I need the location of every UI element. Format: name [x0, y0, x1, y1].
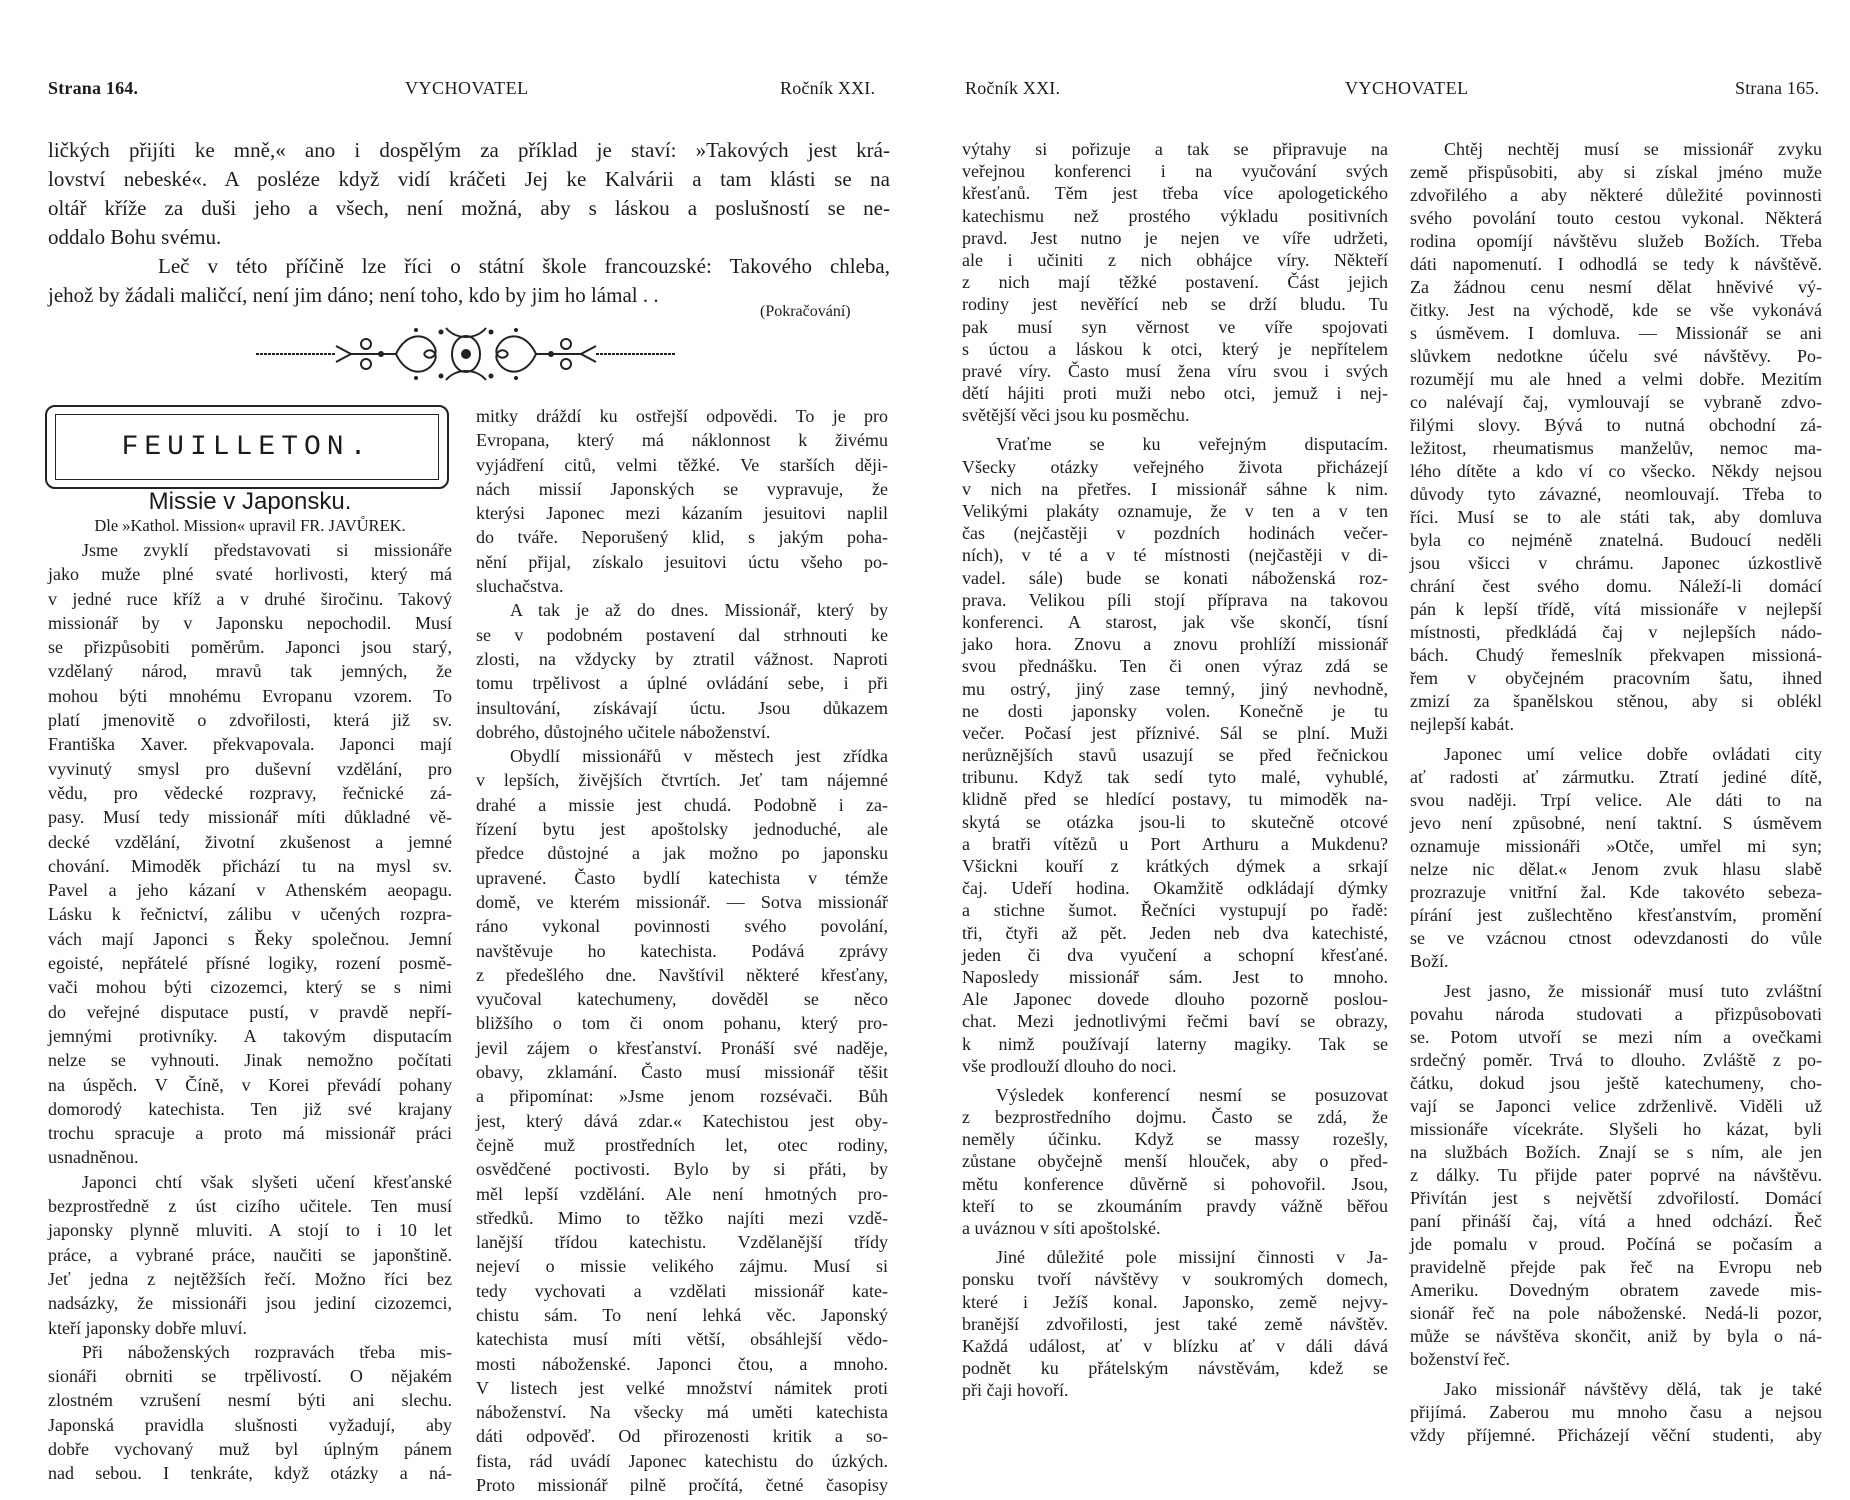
- text-line: kteří japonsky dobře mluví.: [48, 1317, 247, 1338]
- left-page-column-1: [48, 538, 452, 1486]
- text-line: se. Potom utvoří se mezi ním a ovečkami: [1410, 1027, 1822, 1047]
- page-number-right: Strana 165.: [1735, 78, 1820, 98]
- text-line: čaj. Udeří hodina. Okamžitě odkládají dýmky: [962, 878, 1388, 899]
- text-line: lanější třídou katechistu. Vzdělanější třídy: [476, 1232, 888, 1253]
- text-line: Jiné důležité pole missijní činnosti v Ja-: [996, 1247, 1388, 1268]
- text-line: vyučoval katechumeny, dověděl se něco: [476, 989, 888, 1010]
- text-line: pírání jest zušlechtěno křesťanstvím, promění: [1410, 905, 1822, 925]
- text-line: navštěvuje ho katechista. Podává zprávy: [476, 940, 888, 961]
- text-line: kteří to se zkoumáním pravdy vážně běřou: [962, 1195, 1388, 1216]
- text-line: chrání čest svého domu. Náleží-li domácí: [1410, 576, 1822, 596]
- text-line: Jako missionář návštěvy dělá, tak je také: [1444, 1379, 1822, 1399]
- text-line: Při náboženských rozpravách třeba mis-: [82, 1341, 452, 1362]
- text-line: Pavel a jeho kázaní v Athenském aeopagu.: [48, 880, 452, 901]
- text-line: v nich na přetřes. I missionář sáhne k nim.: [962, 478, 1388, 499]
- text-line: tedy vychovati a vzdělati missionář kate-: [476, 1280, 888, 1301]
- text-line: chování. Mimoděk přichází tu na mysl sv.: [48, 855, 452, 876]
- text-line: nách missií Japonských se vypravuje, že: [476, 478, 888, 499]
- text-line: bách. Chudý řemeslník překvapen missioná-: [1410, 645, 1822, 665]
- text-line: s úsměvem. I domluva. — Missionář se ani: [1410, 323, 1822, 343]
- text-line: z nich mají těžké postavení. Část jejich: [962, 272, 1388, 293]
- text-line: katechismu než prostého výkladu positivních: [962, 205, 1388, 226]
- continued-note: (Pokračování): [760, 303, 851, 320]
- paragraph: [1410, 743, 1822, 973]
- text-line: vědu, pro vědecké rozpravy, řečnické zá-: [48, 782, 452, 803]
- text-line: čejně muž prostředních let, otec rodiny,: [476, 1134, 888, 1155]
- text-line: klidně před se hledící postavy, tu mimoděk na-: [962, 789, 1388, 810]
- text-line: chat. Mezi jednotlivými řečmi baví se obrazy,: [962, 1011, 1388, 1032]
- text-line: nelze nic dělat.« Jenom zvuk hlasu slabě: [1410, 859, 1822, 879]
- text-line: neměly účinku. Když se massy rozešly,: [962, 1129, 1388, 1150]
- paragraph: [476, 744, 888, 1497]
- text-line: mosti náboženské. Japonci čtou, a mnoho.: [476, 1353, 888, 1374]
- text-line: ráno vykonal povinnosti svého povolání,: [476, 916, 888, 937]
- text-line: práce, a vybrané práce, naučiti se japonštině.: [48, 1244, 452, 1265]
- text-line: kterýsi Japonec mezi kázaním jesuitovi naplil: [476, 503, 888, 524]
- text-line: v jedné ruce kříž a v druhé širočinu. Takový: [48, 588, 452, 609]
- text-line: paní přináší čaj, vítá a hned odchází. Řeč: [1410, 1211, 1822, 1231]
- text-line: upravené. Často bydlí katechista v témže: [476, 867, 888, 888]
- text-line: důvody tyto závazné, neomlouvají. Třeba to: [1410, 484, 1822, 504]
- text-line: ale i učiniti z nich obhájce víry. Někteří: [962, 249, 1388, 270]
- text-line: vách mají Japonci s Řeky společnou. Jemní: [48, 928, 452, 949]
- text-line: prozrazuje vnitřní žal. Kde takovéto sebeza-: [1410, 882, 1822, 902]
- text-line: a uváznou v síti apoštolské.: [962, 1218, 1161, 1238]
- text-line: z bezprostředního dojmu. Často se zdá, že: [962, 1107, 1388, 1128]
- text-line: středků. Mimo to těžko najíti mezi vzdě-: [476, 1207, 888, 1228]
- text-line: Františka Xaver. překvapovala. Japonci mají: [48, 734, 452, 755]
- text-line: oltář kříže za duši jeho a všech, není možná, aby s láskou a poslušností se ne-: [48, 196, 890, 220]
- paragraph: [962, 138, 1388, 426]
- text-line: srdečný poměr. Trvá to dlouho. Zvláště z po-: [1410, 1050, 1822, 1070]
- text-line: čitky. Jest na východě, kde se vše vykonává: [1410, 300, 1822, 320]
- text-line: při čaji hovoří.: [962, 1380, 1069, 1401]
- text-line: vyjádření citů, velmi těžké. Ve starších ději-: [476, 454, 888, 475]
- text-line: čátku, dokud jsou ještě katechumeny, cho-: [1410, 1073, 1822, 1093]
- text-line: nejlepší kabát.: [1410, 714, 1514, 734]
- text-line: k nimž používají laterny magiky. Tak se: [962, 1033, 1388, 1054]
- text-line: drahé a missie jest chudá. Podobně i za-: [476, 794, 888, 815]
- text-line: nad sebou. I tenkráte, když otázky a ná-: [48, 1463, 452, 1484]
- text-line: oddalo Bohu svému.: [48, 225, 222, 249]
- text-line: bližšího o tom či onom pohanu, který pro-: [476, 1013, 888, 1034]
- text-line: světější věci jsou ku posměchu.: [962, 405, 1190, 426]
- text-line: nadsázky, že missionáři jsou jediní cizozemci,: [48, 1293, 452, 1314]
- text-line: večer. Počasí jest příznivé. Sál se plní. Muži: [962, 722, 1388, 743]
- magazine-title-left: VYCHOVATEL: [405, 78, 529, 98]
- text-line: jemnými protivníky. A takovým disputacím: [48, 1025, 452, 1046]
- right-page-column-2: [1410, 138, 1822, 1447]
- text-line: Všecky otázky veřejného života přicházejí: [962, 456, 1388, 477]
- text-line: A tak je až do dnes. Missionář, který by: [510, 600, 888, 621]
- text-line: Za žádnou cenu nesmí dělat hněvivé vý-: [1410, 277, 1822, 297]
- left-page-column-2: [476, 404, 888, 1497]
- text-line: jde pomalu v proud. Počíná se počasím a: [1410, 1234, 1822, 1254]
- article-title: Missie v Japonsku.: [148, 488, 352, 515]
- text-line: jeden či dva vyučení a schopní křesťané.: [962, 944, 1388, 965]
- text-line: domě, ve kterém missionář. — Sotva missionář: [476, 891, 888, 912]
- text-line: domorodý katechista. Ten již své krajany: [48, 1098, 452, 1119]
- text-line: vají se Japonci velice zdrženlivě. Viděli už: [1410, 1096, 1822, 1116]
- magazine-title-right: VYCHOVATEL: [1345, 78, 1469, 98]
- text-line: jevil zájem o křesťanství. Pronáší své naděje,: [476, 1037, 888, 1058]
- page-number-left: Strana 164.: [48, 78, 139, 98]
- text-line: z dálky. Tu přijde pater poprvé na návštěvu.: [1410, 1165, 1822, 1185]
- text-line: rodina opomíjí návštěvu služeb Božích. Třeba: [1410, 231, 1822, 251]
- text-line: Všickni kouří z krátkých dýmek a srkají: [962, 856, 1388, 876]
- text-line: mu ostrý, jiný zase temný, jiný nevhodně,: [962, 678, 1388, 699]
- text-line: lého dítěte a kdo ví co všecko. Někdy nejsou: [1410, 461, 1822, 481]
- text-line: dáti napomenutí. I odhodlá se tedy k návštěvě.: [1410, 254, 1822, 274]
- text-line: říci. Musí se to ale státi tak, aby domluva: [1410, 507, 1822, 527]
- paragraph: [962, 1246, 1388, 1401]
- text-line: řem v obyčejném pracovním šatu, ihned: [1410, 668, 1822, 688]
- text-line: Ameriku. Dovedným obratem zavede mis-: [1410, 1280, 1822, 1300]
- text-line: na službách Božích. Znají se s ním, ale jen: [1410, 1142, 1822, 1162]
- text-line: nelze se vyhnouti. Jinak nemožno počítati: [48, 1050, 452, 1071]
- text-line: Chtěj nechtěj musí se missionář zvyku: [1444, 139, 1822, 159]
- text-line: boženství řeč.: [1410, 1349, 1510, 1369]
- previous-article-ending: [48, 136, 890, 310]
- text-line: Každá událost, ať v blízku ať v dáli dává: [962, 1335, 1388, 1356]
- text-line: Velikými plakáty oznamuje, že v ten a v ten: [962, 501, 1388, 521]
- text-line: pravé víry. Často musí žena víru svou i svých: [962, 360, 1388, 381]
- text-line: výtahy si pořizuje a tak se připravuje na: [962, 139, 1388, 159]
- article-byline: Dle »Kathol. Mission« upravil FR. JAVŮREK.: [94, 516, 406, 535]
- text-line: usnadněnou.: [48, 1147, 139, 1168]
- text-line: svého povolání touto cestou vykonal. Některá: [1410, 208, 1822, 228]
- text-line: missionáře vícekráte. Slyšeli ho kázat, byli: [1410, 1119, 1822, 1139]
- text-line: podnět ku přátelským návstěvám, kdež se: [962, 1358, 1388, 1379]
- text-line: Japonská pravidla slušnosti vyžadují, aby: [48, 1414, 452, 1435]
- text-line: Jeť jedna z nejtěžších řečí. Možno říci bez: [48, 1268, 452, 1289]
- text-line: decké vzdělání, životní zkušenost a jemné: [48, 831, 452, 852]
- paragraph: [48, 538, 452, 1170]
- text-line: s úctou a láskou k otci, který je nepřítelem: [962, 338, 1388, 359]
- text-line: Obydlí missionářů v městech jest zřídka: [510, 746, 888, 767]
- text-line: vyvinutý smysl pro duševní vzdělání, pro: [48, 758, 452, 779]
- paragraph: [1410, 138, 1822, 736]
- feuilleton-label: FEUILLETON.: [55, 414, 439, 480]
- text-line: mětu konference důvěrně si pohovořil. Jsou,: [962, 1173, 1388, 1194]
- text-line: dobře vychovaný muž byl úplným pánem: [48, 1438, 452, 1459]
- text-line: Výsledek konferencí nesmí se posuzovat: [996, 1084, 1388, 1105]
- text-line: svou naději. Trpí velice. Ale dáti to na: [1410, 790, 1822, 810]
- text-line: vači mohou býti cizozemci, který se s nimi: [48, 977, 452, 998]
- text-line: rozumějí mu ale hned a velmi dobře. Mezitím: [1410, 369, 1822, 389]
- text-line: vše prodlouží dlouho do noci.: [962, 1055, 1177, 1076]
- text-line: Leč v této příčině lze říci o státní škole francouzské: Takového chleba,: [158, 254, 890, 278]
- text-line: řilými slovy. Bývá to nutná obchodní zá-: [1410, 415, 1822, 435]
- text-line: katechista musí míti větší, obsáhlejší vědo-: [476, 1329, 888, 1350]
- text-line: fista, rád uvádí Japonec katechistu do úzkých.: [476, 1450, 888, 1471]
- text-line: v lepších, živějších čtvrtích. Jeť tam nájemné: [476, 770, 888, 791]
- text-line: oznamuje missionáři »Otče, umřel mi syn;: [1410, 836, 1822, 856]
- text-line: V listech jest velké množství námitek proti: [476, 1377, 888, 1398]
- text-line: jako hora. Znovu a znovu prohlíží missionář: [962, 634, 1388, 655]
- text-line: ních), v té a v té místnosti (nejčastěji v di-: [962, 545, 1388, 566]
- text-line: řízení bytu jest apoštolsky jednoduché, ale: [476, 819, 888, 840]
- text-line: obavy, zklamání. Často musí missionář těšit: [476, 1062, 888, 1083]
- text-line: vzdělaný národ, mravů tak jemných, že: [48, 661, 452, 682]
- text-line: Naposledy missionář sám. Jest to mnoho.: [962, 966, 1388, 987]
- text-line: dáti odpověď. Od přirozenosti kritik a so-: [476, 1426, 888, 1447]
- text-line: insultování, získávají úctu. Jsou důkazem: [476, 697, 888, 718]
- text-line: prava. Velikou píli stojí příprava na takovou: [962, 589, 1388, 610]
- right-page-column-1: [962, 138, 1388, 1402]
- text-line: vadel. sále) bude se konati náboženská roz-: [962, 567, 1388, 588]
- text-line: pravidelně přejde pak řeč na Evropu neb: [1410, 1257, 1822, 1277]
- text-line: a bratři vítězů u Port Arthuru a Mukdenu?: [962, 833, 1388, 854]
- paragraph: [48, 1170, 452, 1340]
- text-line: chistu sám. To není lehká věc. Japonský: [476, 1304, 888, 1325]
- text-line: pak musí syn věrnost ve víře spojovati: [962, 316, 1388, 337]
- text-line: Jest jasno, že missionář musí tuto zvláštní: [1444, 981, 1822, 1001]
- paragraph: [1410, 1378, 1822, 1447]
- text-line: dětí hájiti proti muži nebo otci, jemuž i nej-: [962, 383, 1388, 404]
- text-line: nerůznějších stavů usazují se před řečnickou: [962, 745, 1388, 766]
- paragraph: [476, 598, 888, 744]
- ornament-divider-icon: [256, 322, 676, 386]
- text-line: měl lepší vzdělání. Ale není hmotných pro-: [476, 1183, 888, 1204]
- paragraph: [476, 404, 888, 598]
- text-line: osvědčené poctivosti. Bylo by si přáti, by: [476, 1159, 888, 1180]
- text-line: bezprostředně z úst cizího učitele. Ten musí: [48, 1196, 452, 1217]
- text-line: země přispůsobiti, aby si získal jméno muže: [1410, 162, 1822, 182]
- text-line: ne dosti japonsky volen. Konečně je tu: [962, 700, 1388, 721]
- text-line: veřejnou konferenci i na vyučování svých: [962, 161, 1388, 182]
- text-line: co nalévají čaj, vymlouvají se vybraně zdvo-: [1410, 392, 1822, 412]
- text-line: Lásku k řečnictví, zálibu v učených rozpra-: [48, 904, 452, 925]
- paragraph: [48, 1340, 452, 1486]
- text-line: a připomínat: »Jsme jenom rozsévači. Bůh: [476, 1086, 888, 1107]
- text-line: se ve vzácnou ctnost odevzdanosti do vůle: [1410, 928, 1822, 948]
- paragraph: [48, 252, 890, 310]
- text-line: křesťanů. Těm jest třeba více apologetického: [962, 183, 1388, 204]
- text-line: lovství nebeské«. A posléze když vidí kráčeti Jej ke Kalvárii a tam klásti se na: [48, 167, 890, 191]
- text-line: Japonci chtí však slyšeti učení křesťanské: [82, 1171, 452, 1192]
- text-line: Přivítán jest s největší zdvořilostí. Domácí: [1410, 1188, 1822, 1208]
- text-line: vždy příjemné. Přicházejí věční studenti, aby: [1410, 1425, 1822, 1445]
- text-line: slůvkem nedotkne účelu své návštěvy. Po-: [1410, 346, 1822, 366]
- text-line: pravd. Jest nutno je nejen ve víře udržeti,: [962, 227, 1388, 248]
- text-line: sionář řeč na pole náboženské. Nedá-li pozor,: [1410, 1303, 1822, 1323]
- text-line: Ale Japonec dovede dlouho pozorně poslou-: [962, 989, 1388, 1010]
- text-line: zůstane obyčejně menší hlouček, aby o před-: [962, 1151, 1388, 1172]
- text-line: dobrého, důstojného učitele náboženství.: [476, 721, 771, 742]
- text-line: nění přijal, získalo jesuitovi úctu všeho po-: [476, 551, 888, 572]
- text-line: ponsku tvoří návštěvy v soukromých domech,: [962, 1269, 1388, 1290]
- text-line: skytá se otázka jsou-li to skutečně otcové: [962, 811, 1388, 832]
- text-line: rodiny jest nevěřící neb se drží bludu. Tu: [962, 294, 1388, 315]
- text-line: tomu trpělivost a úplné ovládání sebe, i při: [476, 673, 888, 694]
- text-line: jako muže plné svaté horlivosti, který má: [48, 564, 452, 585]
- text-line: jehož by žádali maličcí, není jim dáno; není toho, kdo by jim ho lámal . .: [48, 283, 659, 307]
- text-line: tribunu. Když tak sedí tyto malé, vyhublé,: [962, 767, 1388, 788]
- text-line: z předešlého dne. Navštívil některé křesťany,: [476, 964, 888, 985]
- text-line: Japonec umí velice dobře ovládati city: [1444, 744, 1822, 764]
- text-line: jevo není způsobné, není taktní. S úsměvem: [1410, 813, 1822, 833]
- text-line: Jsme zvyklí představovati si missionáře: [82, 540, 452, 560]
- text-line: do veřejné disputace pustí, v pravdě nepří-: [48, 1001, 452, 1022]
- text-line: povahu národa studovati a přizpůsobovati: [1410, 1004, 1822, 1024]
- text-line: mitky dráždí ku ostřejší odpovědi. To je pro: [476, 406, 888, 426]
- text-line: pán k lepší třídě, vítá missionáře v nejlepší: [1410, 599, 1822, 619]
- paragraph: [962, 1084, 1388, 1239]
- text-line: ličkých přijíti ke mně,« ano i dospělým za příklad je staví: »Takových jest krá-: [48, 138, 890, 162]
- feuilleton-frame: [45, 405, 449, 489]
- paragraph: [48, 136, 890, 252]
- text-line: a stichne šumot. Řečníci vystupují po řadě:: [962, 900, 1388, 921]
- text-line: zdvořilého a aby některé důležité povinnosti: [1410, 185, 1822, 205]
- text-line: ať radosti ať zármutku. Ztratí jediné dítě,: [1410, 767, 1822, 787]
- text-line: sionáři obrniti se trpělivostí. O nějakém: [48, 1366, 452, 1387]
- text-line: ležitost, rheumatismus manželův, nemoc ma-: [1410, 438, 1822, 458]
- text-line: do tváře. Neporušený klid, s jakým poha-: [476, 527, 888, 548]
- text-line: Boží.: [1410, 951, 1449, 971]
- text-line: zlostném vzrušení nesmí býti ani slechu.: [48, 1390, 452, 1411]
- text-line: nejeví o missie velikého zájmu. Musí si: [476, 1256, 888, 1277]
- text-line: na úspěch. V Číně, v Korei převádí pohany: [48, 1074, 452, 1095]
- text-line: se v podobném postavení dal strhnouti ke: [476, 624, 888, 645]
- text-line: mohou býti mnohému Evropanu vzorem. To: [48, 685, 452, 706]
- text-line: konferenci. A starost, jak vše skončí, tísní: [962, 611, 1388, 632]
- text-line: sluchačstva.: [476, 576, 564, 597]
- text-line: jest, který dává zdar.« Katechistou jest oby-: [476, 1110, 888, 1131]
- volume-left: Ročník XXI.: [780, 78, 876, 98]
- text-line: platí jmenovitě o zdvořilosti, která již sv.: [48, 710, 452, 731]
- text-line: jsou všicci v chrámu. Japonec úzkostlivě: [1410, 553, 1822, 573]
- text-line: Proto missionář pilně pročítá, četné časopisy: [476, 1475, 888, 1496]
- text-line: Vraťme se ku veřejným disputacím.: [996, 434, 1388, 455]
- paragraph: [962, 433, 1388, 1076]
- text-line: branější zdvořilosti, jest také země návštěv.: [962, 1313, 1388, 1334]
- text-line: přijímá. Zaberou mu mnoho času a nejsou: [1410, 1402, 1822, 1422]
- volume-right: Ročník XXI.: [965, 78, 1061, 98]
- text-line: se přizpůsobiti poměrům. Japonci jsou starý,: [48, 637, 452, 658]
- text-line: tři, čtyři až pět. Jeden neb dva katechisté,: [962, 922, 1388, 943]
- text-line: může se návštěva skončit, aniž by byla o ná-: [1410, 1326, 1822, 1346]
- text-line: pasy. Musí tedy missionář míti důkladné vě-: [48, 807, 452, 828]
- text-line: svou přednášku. Ten či onen výraz zdá se: [962, 656, 1388, 677]
- text-line: náboženství. Na všecky má uměti katechista: [476, 1402, 888, 1423]
- text-line: zlosti, na vždycky by ztratil vážnost. Naproti: [476, 648, 888, 669]
- text-line: které i Ježíš konal. Japonsko, země nejvy-: [962, 1291, 1388, 1312]
- text-line: egoisté, nepřátelé přísné logiky, rození posmě-: [48, 953, 452, 974]
- text-line: byla co nejméně znatelná. Budoucí neděli: [1410, 530, 1822, 550]
- text-line: Evropana, který má náklonnost k živému: [476, 430, 888, 451]
- text-line: čas (nejčastěji v pozdních hodinách večer-: [962, 523, 1388, 544]
- text-line: japonsky plynně mluviti. A stojí to i 10 let: [48, 1220, 452, 1241]
- text-line: místnosti, předkládá čaj v nejlepších nádo-: [1410, 622, 1822, 642]
- text-line: předce důstojné a jak možno po japonsku: [476, 843, 888, 864]
- text-line: trochu spracuje a proto má missionář práci: [48, 1123, 452, 1144]
- paragraph: [1410, 980, 1822, 1371]
- text-line: zmizí za španělskou stěnou, aby si oblékl: [1410, 691, 1822, 711]
- text-line: missionář by v Japonsku nepochodil. Musí: [48, 612, 452, 633]
